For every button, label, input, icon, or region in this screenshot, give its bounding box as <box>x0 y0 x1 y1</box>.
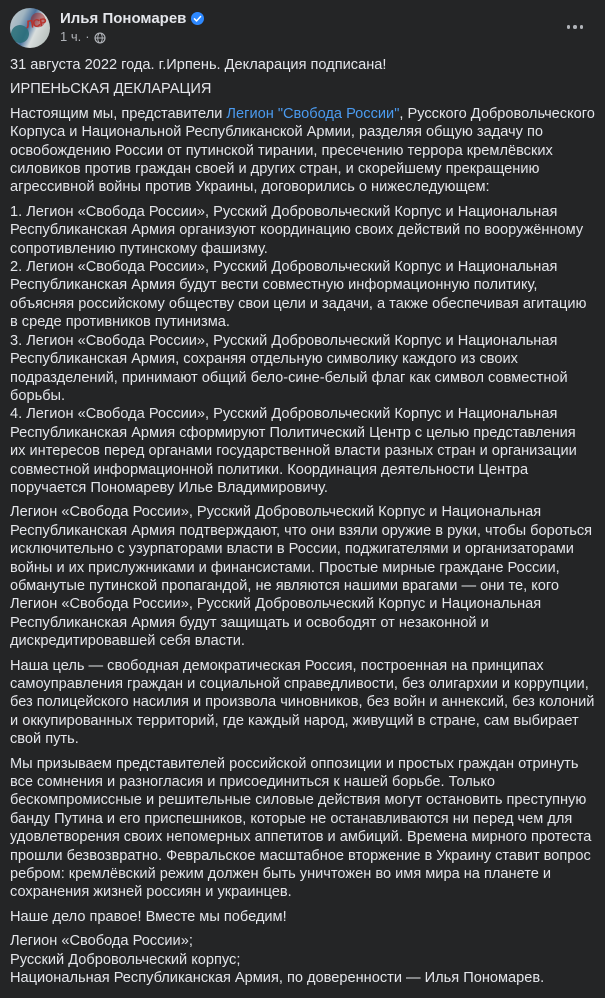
declaration-item-2: 2. Легион «Свобода России», Русский Добровольческий Корпус и Национальная Республиканская Армия будут вести совместную информационную политику, объясняя российскому обществу свои цели и задачи, а также обеспечивая агитацию в среде противников путинизма. <box>10 259 591 331</box>
public-globe-icon <box>94 32 106 44</box>
signature-legion: Легион «Свобода России»; <box>10 933 193 950</box>
post-paragraph-call: Мы призываем представителей российской оппозиции и простых граждан отринуть все сомнения и разногласия и присоединиться к нашей борьбе. Только бескомпромиссные и решительные силовые действия могут остановить преступную банду Путина и его приспешников, которые не останавливаются ни перед чем для удовлетворения своих непомерных аппетитов и амбиций. Времена мирного протеста прошли безвозвратно. Февральское масштабное вторжение в Украину ставит вопрос ребром: кремлёвский режим должен быть уничтожен во имя мира на планете и сохранения жизней россиян и украинцев. <box>10 755 596 901</box>
signatures-block <box>10 932 595 987</box>
signature-nra: Национальная Республиканская Армия, по доверенности — Илья Пономарев. <box>10 970 545 987</box>
declaration-item-1: 1. Легион «Свобода России», Русский Добровольческий Корпус и Национальная Республиканская Армия организуют координацию своих действий по вооружённому сопротивлению путинскому фашизму. <box>10 203 588 257</box>
legion-page-link[interactable]: Легион "Свобода России" <box>226 105 400 122</box>
declaration-item-4: 4. Легион «Свобода России», Русский Добровольческий Корпус и Национальная Республиканская Армия сформируют Политический Центр с целью представления их интересов перед органами государственной власти разных стран и организации совместной информационной политики. Координация деятельности Центра поручается Пономареву Илье Владимировичу. <box>10 406 581 496</box>
post-title-line: ИРПЕНЬСКАЯ ДЕКЛАРАЦИЯ <box>10 81 212 98</box>
declaration-items-block <box>10 203 595 498</box>
post-header <box>0 0 605 50</box>
post-paragraph-confirm: Легион «Свобода России», Русский Добровольческий Корпус и Национальная Республиканская Армия подтверждают, что они взяли оружие в руки, чтобы бороться исключительно с узурпаторами власти в России, поджигателями и организаторами войны и их прислужниками и финансистами. Простые мирные граждане России, обманутые путинской пропагандой, не являются нашими врагами — они те, кого Легион «Свобода России», Русский Добровольческий Корпус и Национальная Республиканская Армия будут защищать и освободят от незаконной и дискредитировавшей себя власти. <box>10 504 597 650</box>
post-body <box>0 50 605 998</box>
signature-corps: Русский Добровольческий корпус; <box>10 951 241 968</box>
intro-text-before: Настоящим мы, представители <box>10 105 227 122</box>
timestamp[interactable]: 1 ч. <box>60 29 82 44</box>
more-options-button[interactable] <box>559 16 591 38</box>
post-paragraph-slogan: Наше дело правое! Вместе мы победим! <box>10 908 287 925</box>
header-meta <box>60 8 204 45</box>
verified-badge-icon <box>191 12 204 25</box>
meta-dot: · <box>85 29 90 44</box>
post-meta-row <box>60 29 204 45</box>
intro-text-after: , Русского Добровольческого Корпуса и Национальной Республиканской Армии, разделяя общую задачу по освобождению России от путинской тирании, пресечению террора кремлёвских силовиков против граждан своей и других стран, и скорейшему прекращению агрессивной войны против Украины, договорились о нижеследующем: <box>10 105 599 196</box>
post-date-line: 31 августа 2022 года. г.Ирпень. Декларация подписана! <box>10 57 387 73</box>
avatar-flag-letters: ЛСР <box>25 16 47 32</box>
author-name-link[interactable]: Илья Пономарев <box>60 10 187 27</box>
post-paragraph-goal: Наша цель — свободная демократическая Россия, построенная на принципах самоуправления граждан и социальной справедливости, без олигархии и коррупции, без полицейского насилия и произвола чиновников, без войн и аннексий, без колоний и оккупированных территорий, где каждый народ, живущий в стране, сам выбирает свой путь. <box>10 657 599 748</box>
avatar[interactable] <box>10 8 50 48</box>
post-intro-paragraph <box>10 105 599 197</box>
declaration-item-3: 3. Легион «Свобода России», Русский Добровольческий Корпус и Национальная Республиканская Армия, сохраняя отдельную символику каждого из своих подразделений, принимают общий бело-сине-белый флаг как символ совместной борьбы. <box>10 332 572 404</box>
author-row <box>60 9 204 28</box>
